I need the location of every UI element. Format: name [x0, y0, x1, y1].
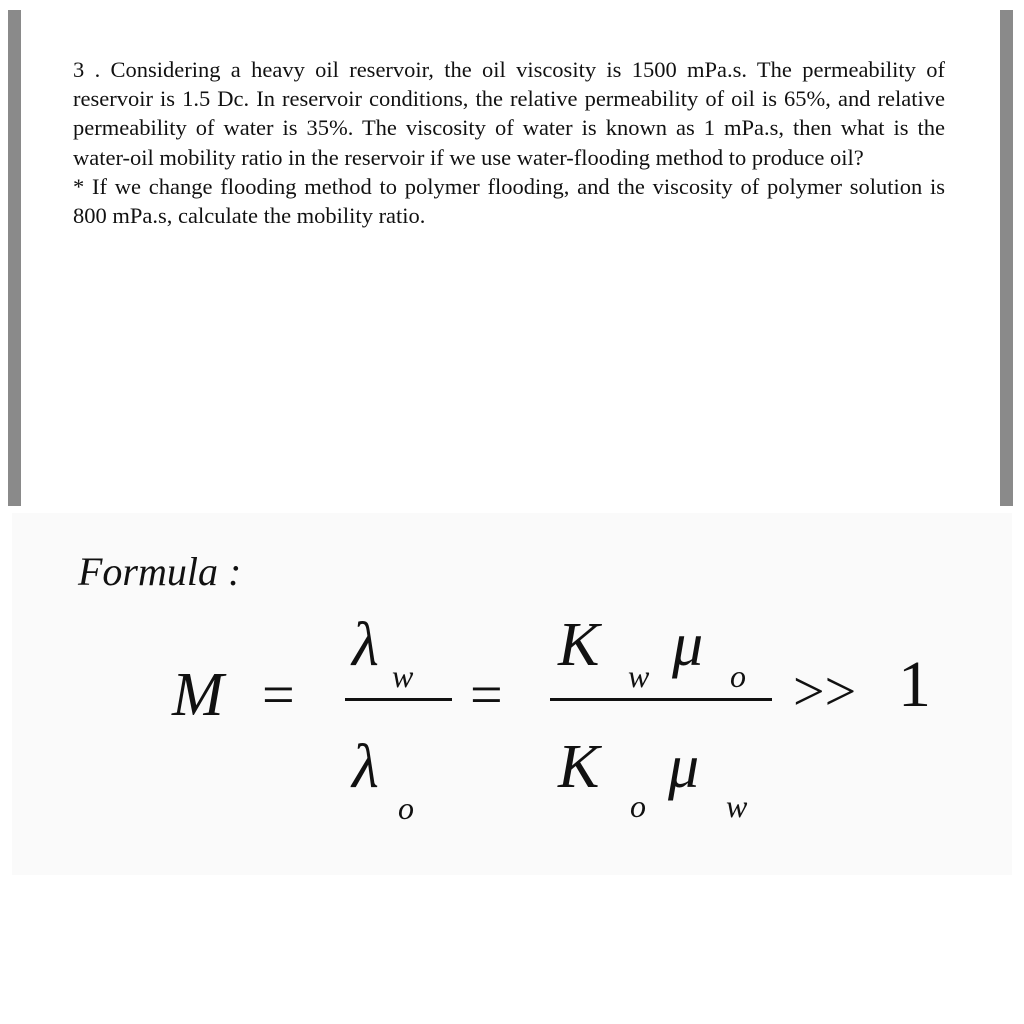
formula-one: 1 — [898, 648, 931, 721]
lambda-denominator: λ — [352, 733, 379, 801]
question-text-block — [73, 55, 945, 230]
mu-numerator: μ — [672, 611, 704, 679]
fraction-line-1 — [345, 698, 452, 701]
much-greater-than-symbol: >> — [793, 661, 857, 723]
lambda-numerator-subscript: w — [392, 658, 414, 694]
mu-denominator-subscript: w — [726, 788, 748, 824]
formula-equals-1: = — [262, 662, 295, 727]
left-border-bar — [8, 10, 21, 506]
formula-label: Formula : — [78, 549, 242, 594]
formula-equals-2: = — [470, 662, 503, 727]
k-numerator-subscript: w — [628, 658, 650, 694]
k-denominator-subscript: o — [630, 788, 646, 824]
formula-m-symbol: M — [172, 661, 224, 729]
k-numerator: K — [558, 611, 600, 679]
lambda-numerator: λ — [352, 611, 379, 679]
question-paragraph-2: * If we change flooding method to polymer flooding, and the viscosity of polymer solution is 800 mPa.s, calculate the mobility ratio. — [73, 173, 945, 229]
k-denominator: K — [558, 733, 600, 801]
lambda-denominator-subscript: o — [398, 790, 414, 826]
mu-numerator-subscript: o — [730, 658, 746, 694]
right-border-bar — [1000, 10, 1013, 506]
question-paragraph-1: 3 . Considering a heavy oil reservoir, the oil viscosity is 1500 mPa.s. The permeability of reservoir is 1.5 Dc. In reservoir conditions, the relative permeability of oil is 65%, and relative permeability of water is 35%. The viscosity of water is known as 1 mPa.s, then what is the water-oil mobility ratio in the reservoir if we use water-flooding method to produce oil? — [73, 57, 945, 170]
fraction-line-2 — [550, 698, 772, 701]
mu-denominator: μ — [668, 733, 700, 801]
